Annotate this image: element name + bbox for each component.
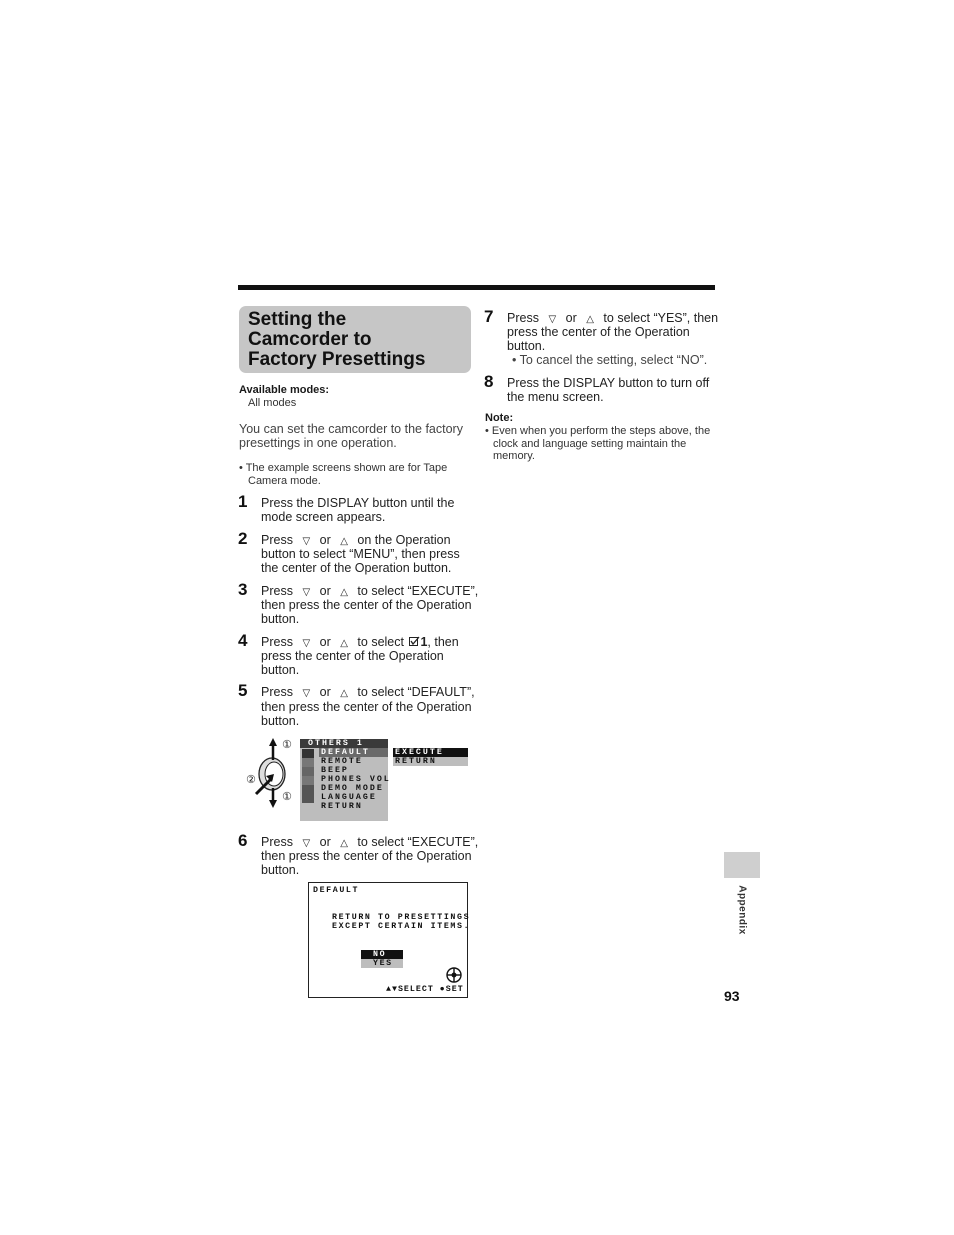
up-triangle-icon: △ xyxy=(340,587,348,598)
step-4-press: Press xyxy=(261,635,293,649)
appendix-tab xyxy=(724,852,760,878)
step-4-number: 4 xyxy=(238,631,248,650)
menu-item-demo-mode[interactable]: DEMO MODE xyxy=(321,784,384,793)
up-triangle-icon: △ xyxy=(340,638,348,649)
step-1-line-1: Press the DISPLAY button until the xyxy=(261,496,455,510)
menu-item-phones-vol[interactable]: PHONES VOL xyxy=(321,775,391,784)
appendix-label: Appendix xyxy=(736,885,748,935)
callout-2: ② xyxy=(246,774,256,786)
step-7-press: Press xyxy=(507,311,539,325)
step-2-line-2: button to select “MENU”, then press xyxy=(261,547,460,561)
submenu-execute[interactable]: EXECUTE xyxy=(395,748,444,757)
step-4-icon-number: 1 xyxy=(420,635,428,649)
step-4-line-2: press the center of the Operation xyxy=(261,649,444,663)
dialog-message-line-1: RETURN TO PRESETTINGS xyxy=(332,913,471,922)
down-triangle-icon: ▽ xyxy=(302,536,311,547)
dialog-title: DEFAULT xyxy=(313,886,360,895)
step-2-press: Press xyxy=(261,533,293,547)
checkbox-1-icon xyxy=(302,767,314,776)
step-4-then: , then xyxy=(427,635,459,649)
note-label: Note: xyxy=(485,412,514,424)
step-2-line-3: the center of the Operation button. xyxy=(261,561,452,575)
step-2-rest: on the Operation xyxy=(357,533,451,547)
step-5-or: or xyxy=(319,685,331,699)
step-6-press: Press xyxy=(261,835,293,849)
step-4-line-3: button. xyxy=(261,663,300,677)
section-title-box xyxy=(239,306,471,373)
step-7-line-2: press the center of the Operation xyxy=(507,325,690,339)
step-5-press: Press xyxy=(261,685,293,699)
callout-1-top: ① xyxy=(282,739,292,751)
step-3-press: Press xyxy=(261,584,293,598)
default-dialog-screen xyxy=(308,882,471,998)
step-5-rest: to select “DEFAULT”, xyxy=(357,685,475,699)
step-4-or: or xyxy=(319,635,331,649)
step-2-number: 2 xyxy=(238,529,248,548)
step-3-number: 3 xyxy=(238,580,248,599)
title-line-3: Factory Presettings xyxy=(248,349,426,370)
step-6-rest: to select “EXECUTE”, xyxy=(357,835,479,849)
step-6-line-3: button. xyxy=(261,863,300,877)
up-triangle-icon: △ xyxy=(586,314,594,325)
step-5-line-2: then press the center of the Operation xyxy=(261,700,472,714)
dialog-message-line-2: EXCEPT CERTAIN ITEMS. xyxy=(332,922,471,931)
picture-icon xyxy=(302,758,314,767)
step-3-rest: to select “EXECUTE”, xyxy=(357,584,479,598)
down-triangle-icon: ▽ xyxy=(302,838,311,849)
dialog-footer: ▲▼SELECT ●SET xyxy=(386,985,464,994)
operation-dial-icon xyxy=(446,967,462,983)
menu-item-remote[interactable]: REMOTE xyxy=(321,757,363,766)
camera-icon xyxy=(302,749,314,758)
intro-line-1: You can set the camcorder to the factory xyxy=(239,422,463,436)
top-rule xyxy=(238,285,715,290)
step-7-number: 7 xyxy=(484,307,494,326)
page-number: 93 xyxy=(724,988,740,1004)
callout-1-bottom: ① xyxy=(282,791,292,803)
note-line-2: clock and language setting maintain the xyxy=(493,438,687,450)
option-no[interactable]: NO xyxy=(373,950,387,959)
title-line-2: Camcorder to xyxy=(248,329,372,350)
menu-item-return[interactable]: RETURN xyxy=(321,802,363,811)
down-triangle-icon: ▽ xyxy=(302,587,311,598)
menu-title: OTHERS 1 xyxy=(308,739,364,748)
note-line-3: memory. xyxy=(493,450,535,462)
step-3-or: or xyxy=(319,584,331,598)
step-6-or: or xyxy=(319,835,331,849)
step-7-or: or xyxy=(565,311,577,325)
intro-line-2: presettings in one operation. xyxy=(239,436,397,450)
title-line-1: Setting the xyxy=(248,309,347,330)
example-note-line-1: • The example screens shown are for Tape xyxy=(239,462,448,474)
step-1-line-2: mode screen appears. xyxy=(261,510,386,524)
step-3-line-2: then press the center of the Operation xyxy=(261,598,472,612)
note-line-1: • Even when you perform the steps above, the xyxy=(485,425,711,437)
step-7-sub-note: • To cancel the setting, select “NO”. xyxy=(512,353,708,367)
menu-item-language[interactable]: LANGUAGE xyxy=(321,793,377,802)
down-triangle-icon: ▽ xyxy=(302,688,311,699)
menu-screen-figure xyxy=(242,736,472,822)
down-triangle-icon: ▽ xyxy=(548,314,557,325)
step-4-rest: to select xyxy=(357,635,404,649)
down-triangle-icon: ▽ xyxy=(302,638,311,649)
return-icon xyxy=(302,785,314,803)
step-8-line-1: Press the DISPLAY button to turn off xyxy=(507,376,710,390)
step-8-line-2: the menu screen. xyxy=(507,390,604,404)
step-8-number: 8 xyxy=(484,372,494,391)
step-2-or: or xyxy=(319,533,331,547)
step-5-line-1 xyxy=(261,685,475,701)
step-3-line-3: button. xyxy=(261,612,300,626)
available-modes-value: All modes xyxy=(248,397,297,409)
menu-item-beep[interactable]: BEEP xyxy=(321,766,349,775)
checkbox-2-icon xyxy=(302,776,314,785)
step-7-rest: to select “YES”, then xyxy=(603,311,719,325)
option-yes[interactable]: YES xyxy=(373,959,393,968)
step-1-number: 1 xyxy=(238,492,248,511)
step-7-line-3: button. xyxy=(507,339,546,353)
menu-item-default[interactable]: DEFAULT xyxy=(321,748,370,757)
step-6-number: 6 xyxy=(238,831,248,850)
step-5-line-3: button. xyxy=(261,714,300,728)
step-5-number: 5 xyxy=(238,681,248,700)
available-modes-label: Available modes: xyxy=(239,384,330,396)
up-triangle-icon: △ xyxy=(340,838,348,849)
example-note-line-2: Camera mode. xyxy=(248,475,321,487)
submenu-return[interactable]: RETURN xyxy=(395,757,437,766)
up-triangle-icon: △ xyxy=(340,688,348,699)
step-6-line-2: then press the center of the Operation xyxy=(261,849,472,863)
up-triangle-icon: △ xyxy=(340,536,348,547)
